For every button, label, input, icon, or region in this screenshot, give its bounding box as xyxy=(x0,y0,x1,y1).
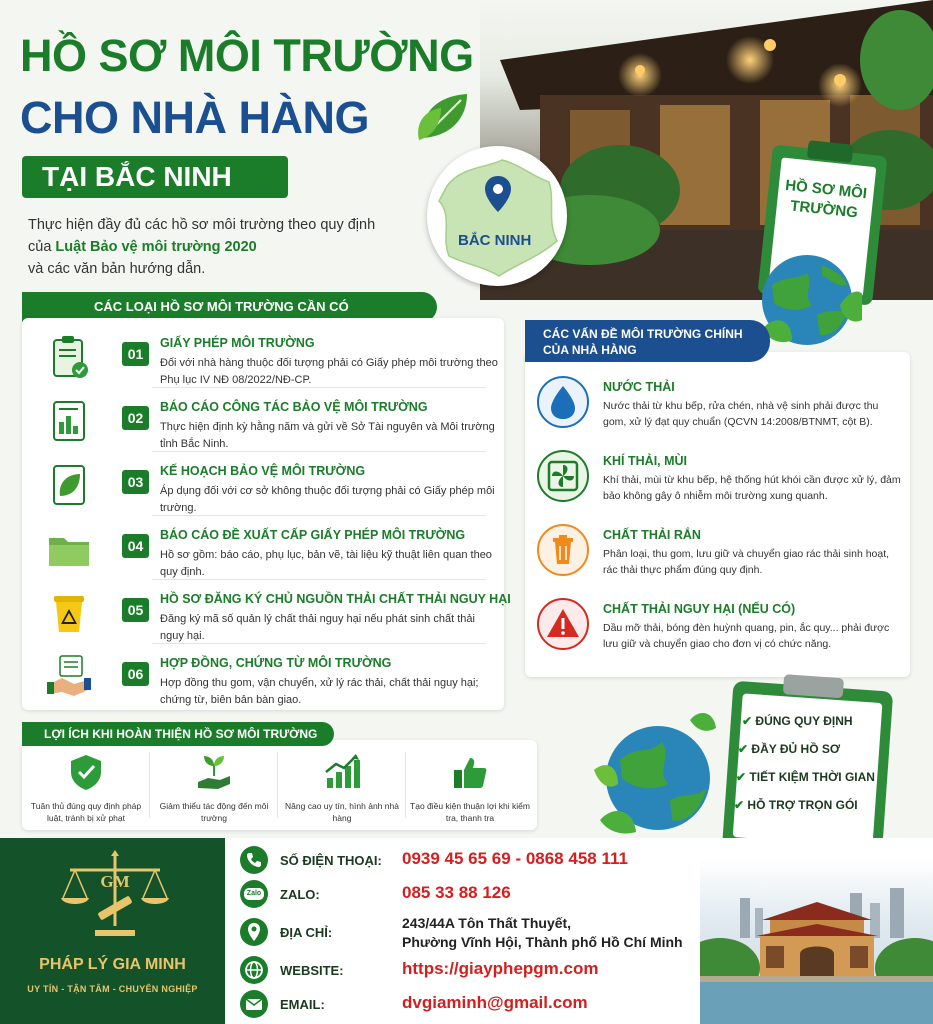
issues-panel xyxy=(525,352,910,677)
phone-value[interactable]: 0939 45 65 69 - 0868 458 111 xyxy=(402,849,628,868)
trash-bin-icon xyxy=(537,524,589,576)
record-title: HỒ SƠ ĐĂNG KÝ CHỦ NGUỒN THẢI CHẤT THẢI NGUY HẠI xyxy=(160,592,511,606)
location-pin-icon xyxy=(240,918,268,946)
record-desc: Hồ sơ gồm: báo cáo, phụ lục, bản vẽ, tài liệu kỹ thuật liên quan theo quy định. xyxy=(160,549,492,578)
checklist-item: ✔ ĐẦY ĐỦ HỒ SƠ xyxy=(738,742,841,756)
record-item xyxy=(22,452,504,516)
map-label: BẮC NINH xyxy=(458,232,532,249)
address-label: ĐỊA CHỈ: xyxy=(280,925,333,940)
leaf-icon xyxy=(415,88,475,143)
benefit-item xyxy=(406,740,534,830)
map-pin-icon xyxy=(485,176,511,212)
record-title: KẾ HOẠCH BẢO VỆ MÔI TRƯỜNG xyxy=(160,464,366,478)
phone-icon xyxy=(240,846,268,874)
record-number: 04 xyxy=(122,534,149,558)
benefits-heading: LỢI ÍCH KHI HOÀN THIỆN HỒ SƠ MÔI TRƯỜNG xyxy=(22,722,334,746)
record-title: BÁO CÁO ĐỀ XUẤT CẤP GIẤY PHÉP MÔI TRƯỜNG xyxy=(160,528,466,542)
record-desc: Đăng ký mã số quản lý chất thải nguy hại nếu phát sinh chất thải nguy hại. xyxy=(160,613,475,642)
benefit-text: Tạo điều kiện thuận lợi khi kiểm tra, thanh tra xyxy=(410,801,530,823)
email-label: EMAIL: xyxy=(280,997,325,1012)
record-number: 05 xyxy=(122,598,149,622)
record-item xyxy=(22,324,504,388)
record-number: 03 xyxy=(122,470,149,494)
intro-line-3: và các văn bản hướng dẫn. xyxy=(28,261,206,277)
email-icon xyxy=(240,990,268,1018)
issue-item xyxy=(525,586,910,662)
checklist-item: ✔ ĐÚNG QUY ĐỊNH xyxy=(742,714,853,728)
issue-title: NƯỚC THẢI xyxy=(603,380,675,394)
record-item xyxy=(22,388,504,452)
benefit-text: Tuân thủ đúng quy định pháp luật, tránh bị xử phạt xyxy=(30,801,142,823)
record-number: 06 xyxy=(122,662,149,686)
address-value: 243/44A Tôn Thất Thuyết, Phường Vĩnh Hội, Thành phố Hồ Chí Minh xyxy=(402,915,683,950)
records-panel xyxy=(22,318,511,710)
issue-desc: Phân loại, thu gom, lưu giữ và chuyển giao rác thải sinh hoạt, rác thải thực phẩm đúng quy định. xyxy=(603,548,890,576)
title-location-banner: TẠI BẮC NINH xyxy=(22,156,288,198)
record-item xyxy=(22,644,504,708)
issue-desc: Khí thải, mùi từ khu bếp, hệ thống hút khói cần được xử lý, đảm bảo không gây ô nhiễm môi trường xung quanh. xyxy=(603,474,901,502)
checklist-item: ✔ TIẾT KIỆM THỜI GIAN xyxy=(736,770,875,784)
intro-law-name: Luật Bảo vệ môi trường 2020 xyxy=(55,239,257,255)
logo-monogram: GM xyxy=(100,872,130,891)
issue-item xyxy=(525,438,910,514)
issue-title: CHẤT THẢI NGUY HẠI (NẾU CÓ) xyxy=(603,602,796,616)
benefit-item xyxy=(278,740,406,830)
record-number: 01 xyxy=(122,342,149,366)
issue-desc: Dầu mỡ thải, bóng đèn huỳnh quang, pin, ắc quy... phải được lưu giữ và chuyển giao cho đơn vị có chức năng. xyxy=(603,622,890,650)
issues-heading xyxy=(525,320,770,362)
issue-title: CHẤT THẢI RẮN xyxy=(603,528,701,542)
clipboard-title: HỒ SƠ MÔI TRƯỜNG xyxy=(784,176,868,222)
bac-ninh-map xyxy=(427,146,567,286)
scales-logo-icon xyxy=(55,848,175,948)
zalo-value[interactable]: 085 33 88 126 xyxy=(402,883,511,902)
leaf-document-icon xyxy=(46,462,92,508)
title-line-2: CHO NHÀ HÀNG xyxy=(20,92,369,143)
record-title: HỢP ĐỒNG, CHỨNG TỪ MÔI TRƯỜNG xyxy=(160,656,392,670)
checklist-item: ✔ HỖ TRỢ TRỌN GÓI xyxy=(734,798,858,812)
website-link[interactable]: https://giayphepgm.com xyxy=(402,959,599,978)
handshake-icon xyxy=(46,654,92,700)
intro-line-2-prefix: của xyxy=(28,239,56,255)
hazard-bin-icon xyxy=(46,590,92,636)
issue-item xyxy=(525,512,910,588)
checklist-clipboard xyxy=(720,672,895,857)
brand-slogan: UY TÍN - TẬN TÂM - CHUYÊN NGHIỆP xyxy=(27,984,198,994)
exhaust-fan-icon xyxy=(537,450,589,502)
intro-text xyxy=(28,214,428,280)
phone-label: SỐ ĐIỆN THOẠI: xyxy=(280,853,382,868)
issues-heading-line-1: CÁC VẤN ĐỀ MÔI TRƯỜNG CHÍNH xyxy=(543,327,743,341)
benefit-item xyxy=(150,740,278,830)
record-item xyxy=(22,580,511,644)
record-item xyxy=(22,516,504,580)
report-chart-icon xyxy=(46,398,92,444)
growth-chart-icon xyxy=(322,752,362,792)
folder-icon xyxy=(46,526,92,572)
record-desc: Hợp đồng thu gom, vận chuyển, xử lý rác thải, chất thải nguy hại; chứng từ, biên bản bàn giao. xyxy=(160,677,479,706)
thumbs-up-icon xyxy=(450,752,490,792)
records-heading: CÁC LOẠI HỒ SƠ MÔI TRƯỜNG CẦN CÓ xyxy=(22,292,437,322)
record-title: BÁO CÁO CÔNG TÁC BẢO VỆ MÔI TRƯỜNG xyxy=(160,400,428,414)
benefit-item xyxy=(22,740,150,830)
globe-web-icon xyxy=(240,956,268,984)
zalo-label: ZALO: xyxy=(280,887,320,902)
clipboard-check-icon xyxy=(46,334,92,380)
website-label: WEBSITE: xyxy=(280,963,344,978)
record-desc: Thực hiện định kỳ hằng năm và gửi về Sở Tài nguyên và Môi trường tỉnh Bắc Ninh. xyxy=(160,421,495,450)
benefit-text: Giảm thiểu tác động đến môi trường xyxy=(159,801,269,823)
email-link[interactable]: dvgiaminh@gmail.com xyxy=(402,993,588,1012)
zalo-icon: Zalo xyxy=(240,880,268,908)
shield-check-icon xyxy=(66,752,106,792)
record-title: GIẤY PHÉP MÔI TRƯỜNG xyxy=(160,336,315,350)
issue-desc: Nước thải từ khu bếp, rửa chén, nhà vệ sinh phải được thu gom, xử lý đạt quy chuẩn (QCVN 14:2008/BTNMT, cột B). xyxy=(603,400,879,428)
water-drop-icon xyxy=(537,376,589,428)
record-number: 02 xyxy=(122,406,149,430)
record-desc: Áp dụng đối với cơ sở không thuộc đối tượng phải có Giấy phép môi trường. xyxy=(160,485,495,514)
intro-line-1: Thực hiện đầy đủ các hồ sơ môi trường theo quy định xyxy=(28,217,376,233)
plant-hand-icon xyxy=(194,752,234,792)
title-line-1: HỒ SƠ MÔI TRƯỜNG xyxy=(20,30,474,81)
record-desc: Đối với nhà hàng thuộc đối tượng phải có Giấy phép môi trường theo Phụ lục IV NĐ 08/2022/NĐ-CP. xyxy=(160,357,498,386)
issue-item xyxy=(525,364,910,440)
warning-triangle-icon xyxy=(537,598,589,650)
issues-heading-line-2: CỦA NHÀ HÀNG xyxy=(543,343,637,357)
brand-name: PHÁP LÝ GIA MINH xyxy=(39,956,186,973)
earth-globe-icon xyxy=(590,700,720,840)
benefits-panel xyxy=(22,740,537,830)
landmark-photo xyxy=(700,858,933,1024)
benefit-text: Nâng cao uy tín, hình ảnh nhà hàng xyxy=(285,801,399,823)
issue-title: KHÍ THẢI, MÙI xyxy=(603,454,688,468)
